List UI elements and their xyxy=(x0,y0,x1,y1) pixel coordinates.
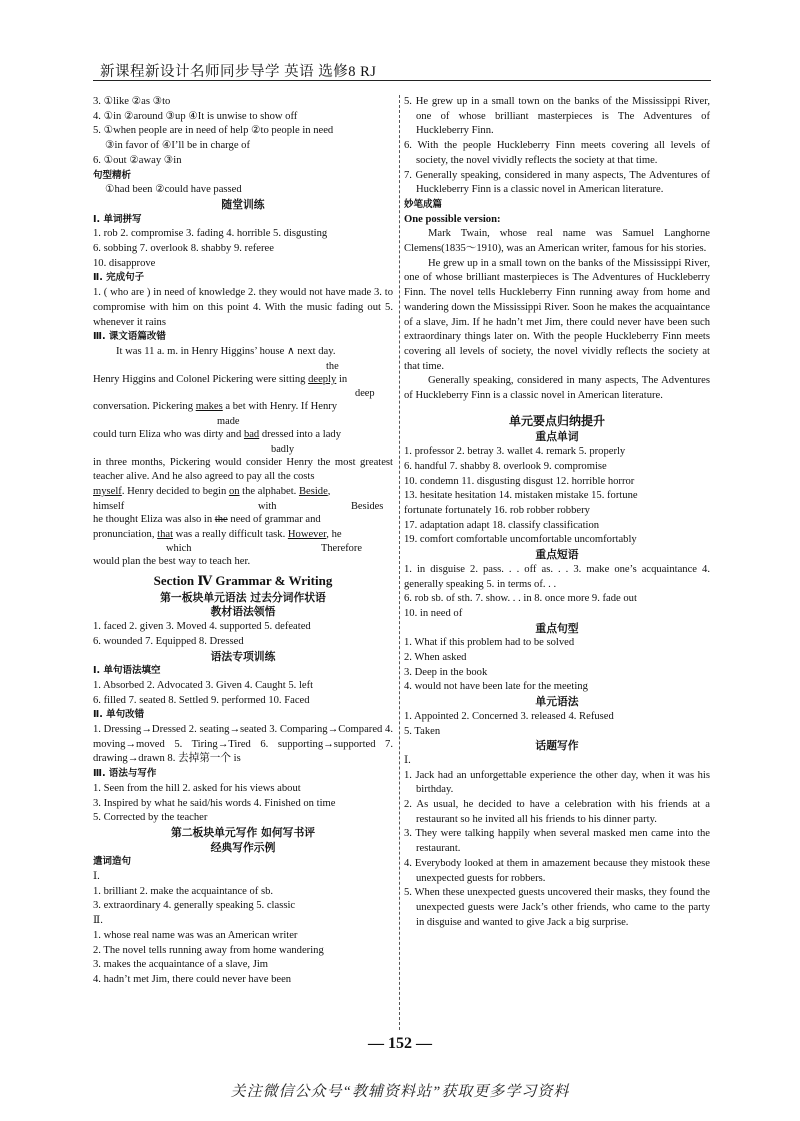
correction-fix-row xyxy=(93,542,393,555)
correction-fix-row xyxy=(93,360,393,373)
answer-item: 6. With the people Huckleberry Finn meets covering all levels of society, the novel vividly reflects the society at that time. xyxy=(404,140,710,166)
answer-line: 6. sobbing 7. overlook 8. shabby 9. referee xyxy=(93,243,274,255)
error-word: makes xyxy=(195,401,223,413)
correction-line xyxy=(93,528,393,543)
answer-line: 17. adaptation adapt 18. classify classification xyxy=(404,519,600,531)
answer-paragraph: 1. ( who are ) in need of knowledge 2. they would not have made 3. to compromise with him on this point 4. With the music fading out 5. whenever it rains xyxy=(93,287,393,328)
correction-fix: with xyxy=(258,500,277,512)
correction-line xyxy=(93,373,393,388)
correction-paragraph: in three months, Pickering would consider Henry the most greatest teacher alive. And he also agreed to pay all the costs xyxy=(93,456,393,483)
answer-item: 1. Jack had an unforgettable experience the other day, when it was his birthday. xyxy=(404,769,710,796)
answer-line: ①had been ②could have passed xyxy=(105,184,242,196)
answer-item: 4. Everybody looked at them in amazement because they mistook these unexpected guests for robbers. xyxy=(404,857,710,884)
answer-line: 19. comfort comfortable uncomfortable uncomfortably xyxy=(404,534,637,546)
answer-line: 5. Taken xyxy=(404,725,441,737)
essay-paragraph: Mark Twain, whose real name was Samuel Langhorne Clemens(1835～1910), was an American writer, famous for his stories. xyxy=(404,228,710,255)
correction-fix: the xyxy=(326,360,339,372)
answer-paragraph: 1. Dressing→Dressed 2. seating→seated 3. Comparing→Compared 4. moving→moved 5. Tiring→Tired 6. supporting→supported 7. drawing→drawn 8. 去掉第一个 is xyxy=(93,724,393,765)
correction-fix: Besides xyxy=(351,500,384,512)
correction-line: It was 11 a. m. in Henry Higgins’ house ∧ next day. xyxy=(116,345,336,357)
error-word: Beside xyxy=(298,486,328,498)
answer-line: 1. professor 2. betray 3. wallet 4. remark 5. properly xyxy=(404,446,626,458)
section-subheading: 重点短语 xyxy=(535,548,579,562)
section-subheading: 单元语法 xyxy=(535,695,579,709)
error-word: myself xyxy=(93,486,122,498)
column-divider xyxy=(399,95,400,1030)
answer-line: 4. ①in ②around ③up ④It is unwise to show off xyxy=(93,110,298,122)
answer-item: 7. Generally speaking, considered in many aspects, The Adventures of Huckleberry Finn is a classic novel in American literature. xyxy=(404,169,710,196)
footer-watermark: 关注微信公众号“教辅资料站”获取更多学习资料 xyxy=(230,1084,570,1100)
answer-line: 5. ①when people are in need of help ②to people in need xyxy=(93,125,334,137)
answer-line: 10. in need of xyxy=(404,607,463,619)
section-label: Ⅲ. 语法与写作 xyxy=(93,768,157,780)
correction-line xyxy=(93,513,393,528)
answer-line: 10. condemn 11. disgusting disgust 12. horrible horror xyxy=(404,475,635,487)
answer-line: 13. hesitate hesitation 14. mistaken mistake 15. fortune xyxy=(404,490,638,502)
correction-fix-row xyxy=(93,500,393,513)
answer-line: Ⅰ. xyxy=(93,871,100,883)
answer-line: 3. Deep in the book xyxy=(404,666,488,678)
section-label: 句型精析 xyxy=(93,169,132,181)
answer-line: 3. ①like ②as ③to xyxy=(93,96,171,107)
section-heading: 第二板块单元写作 如何写书评 xyxy=(170,825,316,839)
error-word: on xyxy=(228,486,240,498)
correction-line xyxy=(93,485,393,500)
answer-item: 2. As usual, he decided to have a celebration with his friends at a restaurant so he invited all his friends to his dinner party. xyxy=(404,799,710,825)
error-word: bad xyxy=(243,429,260,441)
answer-line: 1. faced 2. given 3. Moved 4. supported 5. defeated xyxy=(93,621,311,633)
answer-line: 1. Seen from the hill 2. asked for his views about xyxy=(93,782,301,794)
answer-line: 6. ①out ②away ③in xyxy=(93,154,182,166)
correction-fix: himself xyxy=(93,500,125,512)
text-fragment: Henry Higgins and Colonel Pickering were sitting xyxy=(93,373,309,385)
answer-line: 2. The novel tells running away from home wandering xyxy=(93,944,324,956)
section-subheading: 重点单词 xyxy=(535,430,579,444)
answer-line: ③in favor of ④I’ll be in charge of xyxy=(105,140,250,152)
correction-line xyxy=(93,400,393,415)
text-fragment: . Henry decided to begin xyxy=(121,486,229,498)
section-heading: 随堂训练 xyxy=(221,197,265,211)
correction-fix: deep xyxy=(355,388,375,400)
answer-line: Ⅱ. xyxy=(93,915,103,927)
page-header-title: 新课程新设计名师同步导学 英语 选修8 RJ xyxy=(100,64,377,80)
answer-line: 4. hadn’t met Jim, there could never have been xyxy=(93,973,292,985)
correction-fix-row xyxy=(93,387,393,400)
answer-paragraph: 1. in disguise 2. pass. . . off as. . . 3. make one’s acquaintance 4. generally speaking 5. in terms of. . . xyxy=(404,563,710,590)
section-label: 遣词造句 xyxy=(93,856,132,868)
correction-fix-row xyxy=(93,415,393,428)
text-fragment: in xyxy=(336,373,348,385)
text-fragment: dressed into a lady xyxy=(259,429,342,441)
correction-line: would plan the best way to teach her. xyxy=(93,556,251,568)
answer-line: fortunate fortunately 16. rob robber robbery xyxy=(404,504,590,516)
essay-paragraph: Generally speaking, considered in many aspects, The Adventures of Huckleberry Finn is a classic novel in American literature. xyxy=(404,375,710,402)
section-subheading: 语法专项训练 xyxy=(210,649,276,663)
answer-line: 1. brilliant 2. make the acquaintance of sb. xyxy=(93,885,274,897)
correction-line xyxy=(93,428,393,443)
answer-item: 5. When these unexpected guests uncovered their masks, they found the unexpected guests were Jack’s other friends, who came to the party in disguise and wanted to give Jack a big surprise. xyxy=(404,887,710,928)
correction-fix: made xyxy=(217,416,240,428)
text-fragment: need of grammar and xyxy=(227,513,321,525)
answer-line: 3. extraordinary 4. generally speaking 5. classic xyxy=(93,900,296,912)
page-number: — 152 — xyxy=(368,1035,432,1052)
text-fragment: was a really difficult task. xyxy=(173,528,288,540)
section-heading: 单元要点归纳提升 xyxy=(508,413,605,428)
section-title: Section Ⅳ Grammar & Writing xyxy=(153,572,333,588)
version-label: One possible version: xyxy=(404,213,501,225)
correction-fix: badly xyxy=(271,443,295,455)
text-fragment: could turn Eliza who was dirty and xyxy=(93,429,244,441)
answer-line: 6. wounded 7. Equipped 8. Dressed xyxy=(93,635,244,647)
answer-line: 10. disapprove xyxy=(93,257,156,269)
text-fragment: , he xyxy=(326,528,342,540)
correction-fix: which xyxy=(166,543,192,555)
answer-line: 1. Absorbed 2. Advocated 3. Given 4. Caught 5. left xyxy=(93,679,314,691)
answer-line: 3. Inspired by what he said/his words 4. Finished on time xyxy=(93,797,336,809)
answer-line: 6. filled 7. seated 8. Settled 9. performed 10. Faced xyxy=(93,694,310,706)
answer-line: 5. Corrected by the teacher xyxy=(93,812,208,824)
correction-fix: Therefore xyxy=(321,543,362,555)
answer-item: 5. He grew up in a small town on the banks of the Mississippi River, one of whose brilliant masterpieces is The Adventures of Huckleberry Finn. xyxy=(404,96,710,137)
section-label: Ⅰ. 单词拼写 xyxy=(93,213,142,225)
answer-line: 2. When asked xyxy=(404,652,467,664)
section-label: Ⅲ. 课文语篇改错 xyxy=(93,331,166,343)
text-fragment: , xyxy=(327,486,331,498)
section-label: 妙笔成篇 xyxy=(404,198,443,210)
essay-paragraph: He grew up in a small town on the banks of the Mississippi River, one of whose brilliant masterpieces is The Adventures of Huckleberry Finn. The novel tells Huckleberry Finn running away from home and wandering down the Mississippi River. Soon he makes the acquaintance of a slave, Jim. If he hadn’t met Jim, there could never have been such extraordinary things later on. With the people Huckleberry Finn meets covering all levels of society, the novel vividly reflects the society at that time. xyxy=(404,257,710,372)
answer-line: 6. rob sb. of sth. 7. show. . . in 8. once more 9. fade out xyxy=(404,593,637,605)
correction-fix-row xyxy=(93,443,393,456)
right-column xyxy=(404,95,710,930)
answer-line: 3. makes the acquaintance of a slave, Jim xyxy=(93,959,269,971)
section-label: Ⅱ. 完成句子 xyxy=(93,272,145,284)
left-column xyxy=(93,95,393,988)
text-fragment: conversation. Pickering xyxy=(93,401,196,413)
answer-line: Ⅰ. xyxy=(404,754,411,766)
error-word: deeply xyxy=(308,373,337,385)
section-subheading: 重点句型 xyxy=(535,621,579,635)
error-word: the xyxy=(214,513,228,525)
answer-line: 4. would not have been late for the meeting xyxy=(404,681,588,693)
header-rule xyxy=(93,80,711,81)
section-subheading: 教材语法领悟 xyxy=(210,605,276,619)
answer-line: 1. What if this problem had to be solved xyxy=(404,637,575,649)
answer-line: 1. whose real name was was an American writer xyxy=(93,929,298,941)
answer-line: 1. rob 2. compromise 3. fading 4. horrible 5. disgusting xyxy=(93,228,328,240)
error-word: that xyxy=(157,528,174,540)
section-subheading: 话题写作 xyxy=(535,739,579,753)
text-fragment: the alphabet. xyxy=(239,486,299,498)
answer-line: 6. handful 7. shabby 8. overlook 9. compromise xyxy=(404,460,607,472)
answer-line: 1. Appointed 2. Concerned 3. released 4. Refused xyxy=(404,710,614,722)
section-heading: 第一板块单元语法 过去分词作状语 xyxy=(160,590,326,604)
section-label: Ⅰ. 单句语法填空 xyxy=(93,665,161,677)
text-fragment: he thought Eliza was also in xyxy=(93,513,215,525)
answer-item: 3. They were talking happily when several masked men came into the restaurant. xyxy=(404,828,710,855)
section-label: Ⅱ. 单句改错 xyxy=(93,709,145,721)
text-fragment: a bet with Henry. If Henry xyxy=(222,401,338,413)
error-word: However xyxy=(287,528,327,540)
section-subheading: 经典写作示例 xyxy=(210,840,276,854)
text-fragment: pronunciation, xyxy=(93,528,158,540)
